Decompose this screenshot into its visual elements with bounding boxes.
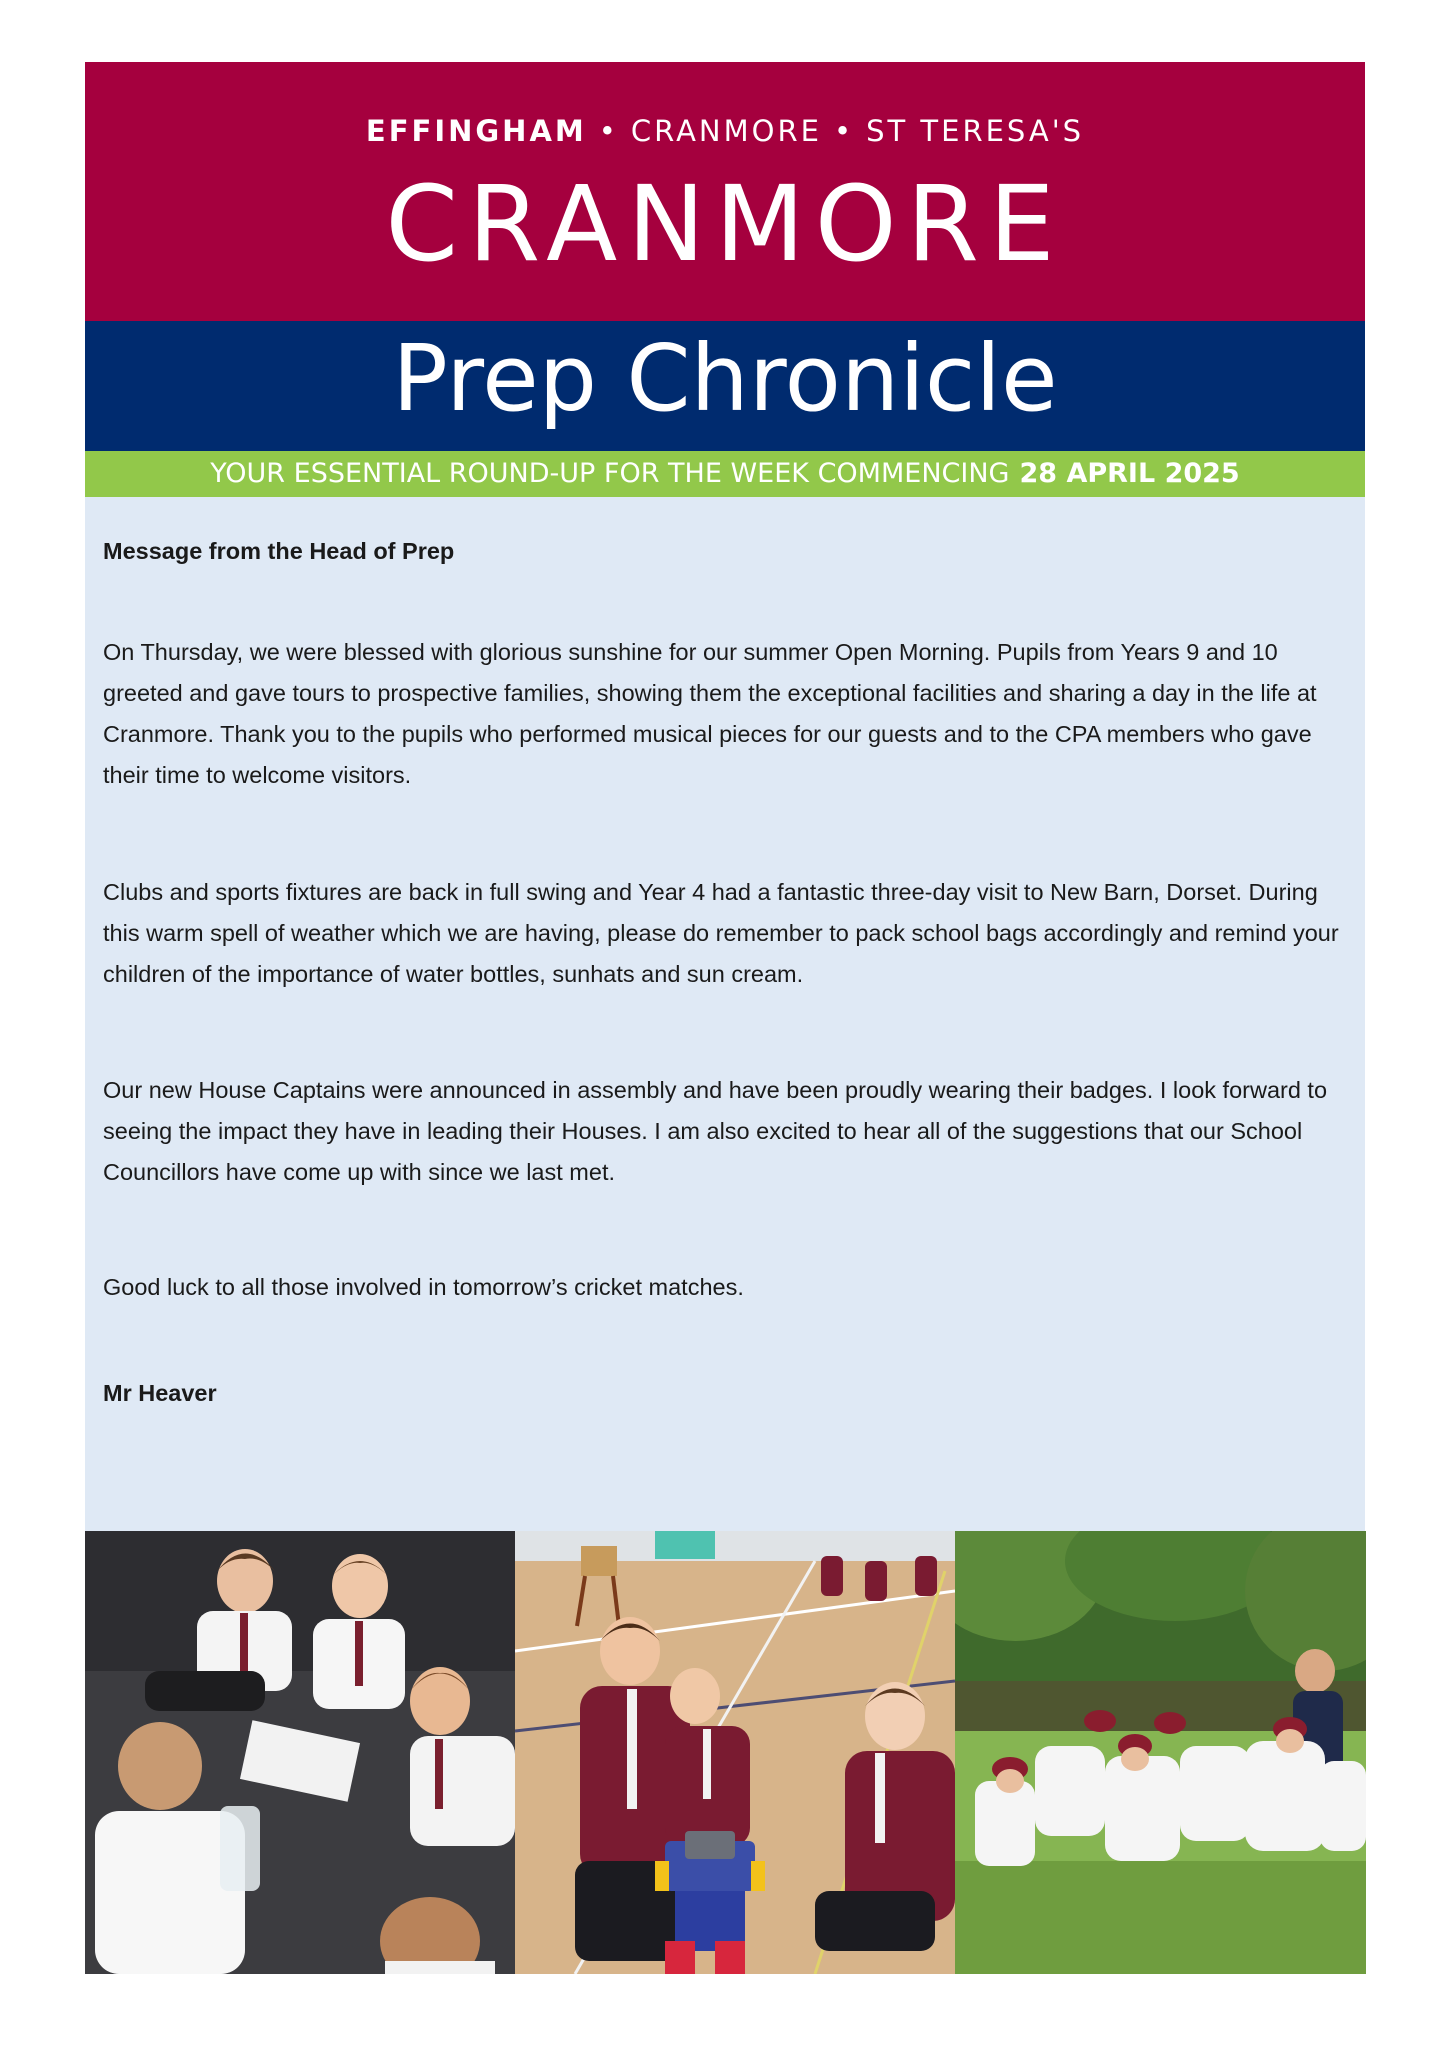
newsletter-page [85,62,1365,1533]
publication-title: Prep Chronicle [392,325,1058,432]
photo-pupils-sports-hall [515,1531,955,1974]
separator-dot: • [833,114,855,148]
separator-dot: • [598,114,619,148]
photo-cricket-team [955,1531,1366,1974]
school-name-cranmore: CRANMORE [630,114,822,148]
week-date: 28 APRIL 2025 [1019,458,1240,489]
message-heading: Message from the Head of Prep [103,538,455,564]
masthead-banner [85,62,1365,321]
school-name-st-teresas: ST TERESA'S [866,114,1085,148]
school-family-line [85,114,1365,148]
message-paragraph: Our new House Captains were announced in assembly and have been proudly wearing their badges. I look forward to seeing the impact they have in leading their Houses. I am also excited to hear all of the suggestions that our School Councillors have come up with since we last met. [103,1077,1328,1185]
photo-strip [85,1531,1366,1974]
message-paragraph: On Thursday, we were blessed with glorious sunshine for our summer Open Morning. Pupils from Years 9 and 10 greeted and gave tours to prospective families, showing them the exceptional facilities and sharing a day in the life at Cranmore. Thank you to the pupils who performed musical pieces for our guests and to the CPA members who gave their time to welcome visitors. [103,639,1317,788]
message-paragraph: Clubs and sports fixtures are back in full swing and Year 4 had a fantastic three-day visit to New Barn, Dorset. During this warm spell of weather which we are having, please do remember to pack school bags accordingly and remind your children of the importance of water bottles, sunhats and sun cream. [103,879,1339,987]
school-wordmark: CRANMORE [385,163,1065,285]
school-name-effingham: EFFINGHAM [365,114,587,148]
publication-title-bar [85,321,1365,451]
message-signoff: Mr Heaver [103,1380,217,1406]
head-message-panel [85,497,1365,1533]
strapline-bar [85,451,1365,497]
strapline-text: YOUR ESSENTIAL ROUND-UP FOR THE WEEK COMMENCING [210,458,1010,489]
message-paragraph: Good luck to all those involved in tomorrow’s cricket matches. [103,1274,744,1300]
photo-pupils-outdoor-activity [85,1531,515,1974]
